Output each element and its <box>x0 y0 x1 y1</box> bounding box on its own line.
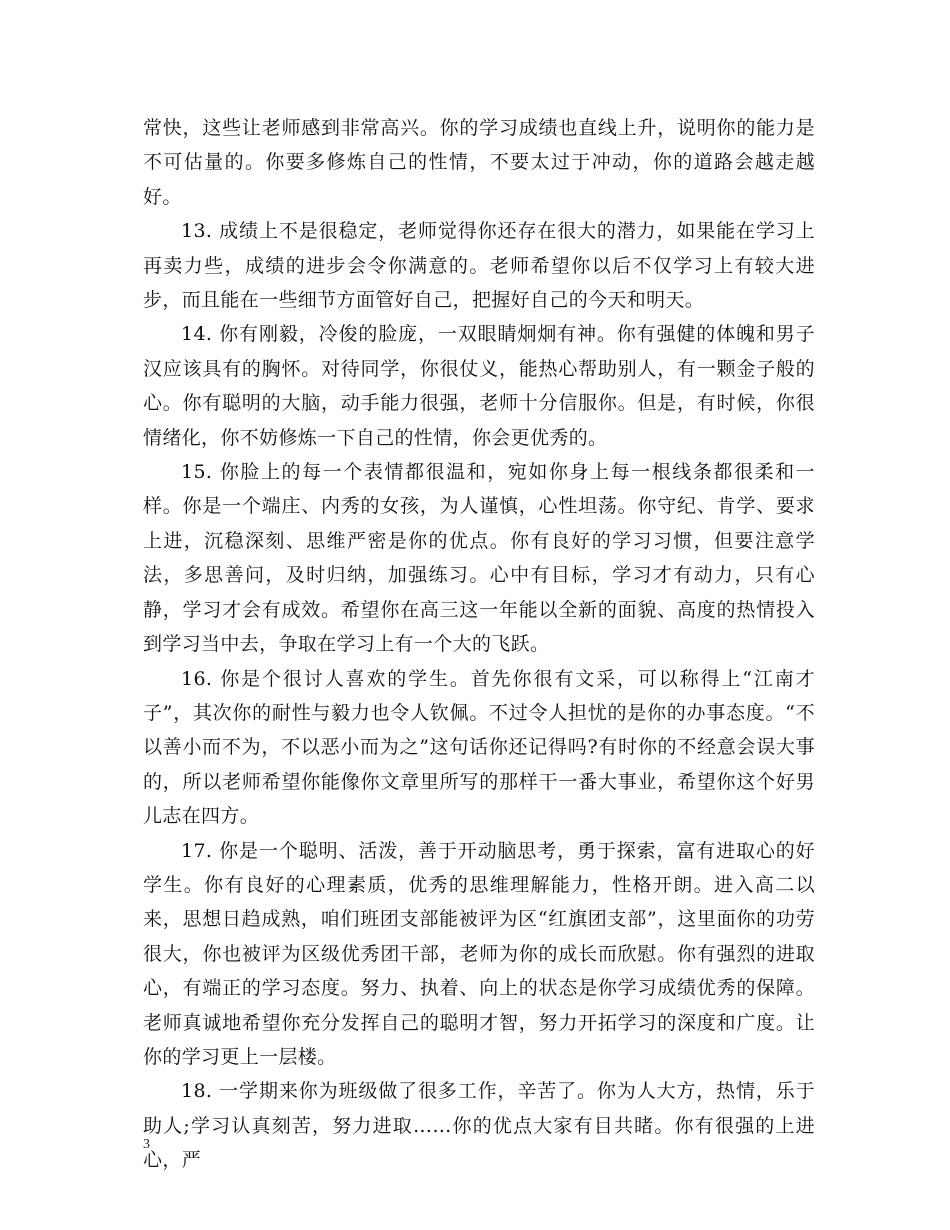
paragraph-14: 14. 你有刚毅，冷俊的脸庞，一双眼睛炯炯有神。你有强健的体魄和男子汉应该具有的胸怀。对待同学，你很仗义，能热心帮助别人，有一颗金子般的心。你有聪明的大脑，动手能力很强，老师十分信服你。但是，有时候，你很情绪化，你不妨修炼一下自己的性情，你会更优秀的。 <box>143 323 815 449</box>
paragraph-18: 18. 一学期来你为班级做了很多工作，辛苦了。你为人大方，热情，乐于助人;学习认真刻苦，努力进取……你的优点大家有目共睹。你有很强的上进心，严 <box>143 1080 815 1172</box>
page-number: 3 <box>143 1137 150 1152</box>
paragraph-continuation: 常快，这些让老师感到非常高兴。你的学习成绩也直线上升，说明你的能力是不可估量的。你要多修炼自己的性情，不要太过于冲动，你的道路会越走越好。 <box>143 117 815 208</box>
paragraph-15: 15. 你脸上的每一个表情都很温和，宛如你身上每一根线条都很柔和一样。你是一个端庄、内秀的女孩，为人谨慎，心性坦荡。你守纪、肯学、要求上进，沉稳深刻、思维严密是你的优点。你有良好的学习习惯，但要注意学法，多思善问，及时归纳，加强练习。心中有目标，学习才有动力，只有心静，学习才会有成效。希望你在高三这一年能以全新的面貌、高度的热情投入到学习当中去，争取在学习上有一个大的飞跃。 <box>143 461 815 656</box>
paragraph-16: 16. 你是个很讨人喜欢的学生。首先你很有文采，可以称得上“江南才子”，其次你的耐性与毅力也令人钦佩。不过令人担忧的是你的办事态度。“不以善小而不为，不以恶小而为之”这句话你还记得吗?有时你的不经意会误大事的，所以老师希望你能像你文章里所写的那样干一番大事业，希望你这个好男儿志在四方。 <box>143 667 815 828</box>
document-body <box>143 111 815 1178</box>
paragraph-17: 17. 你是一个聪明、活泼，善于开动脑思考，勇于探索，富有进取心的好学生。你有良好的心理素质，优秀的思维理解能力，性格开朗。进入高二以来，思想日趋成熟，咱们班团支部能被评为区“红旗团支部”，这里面你的功劳很大，你也被评为区级优秀团干部，老师为你的成长而欣慰。你有强烈的进取心，有端正的学习态度。努力、执着、向上的状态是你学习成绩优秀的保障。老师真诚地希望你充分发挥自己的聪明才智，努力开拓学习的深度和广度。让你的学习更上一层楼。 <box>143 839 815 1068</box>
paragraph-13: 13. 成绩上不是很稳定，老师觉得你还存在很大的潜力，如果能在学习上再卖力些，成绩的进步会令你满意的。老师希望你以后不仅学习上有较大进步，而且能在一些细节方面管好自己，把握好自己的今天和明天。 <box>143 220 815 312</box>
